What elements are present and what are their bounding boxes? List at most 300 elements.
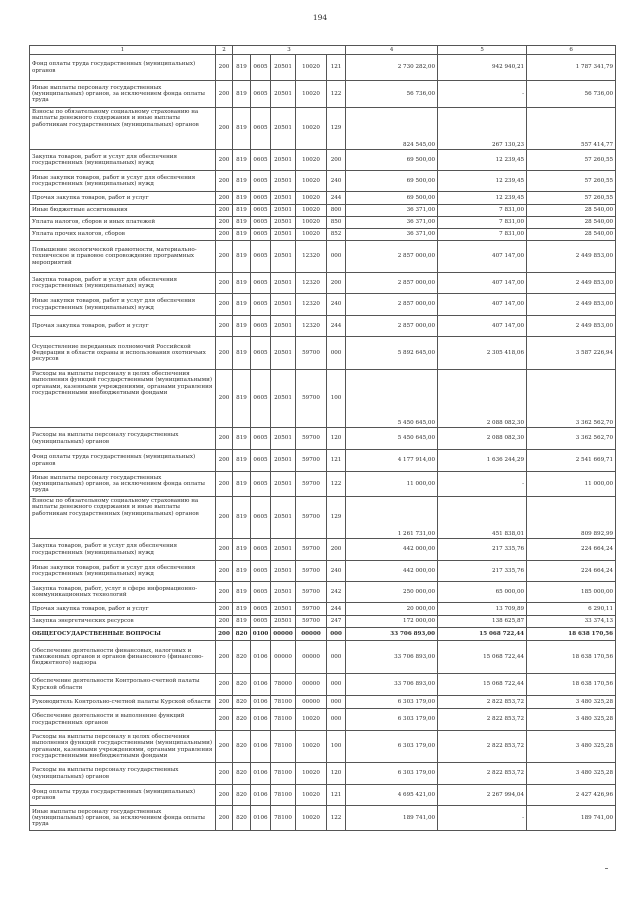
code-statia-2: 10020 <box>296 171 327 192</box>
amount-planned: 2 730 282,00 <box>346 55 438 81</box>
amount-remaining: 18 638 170,56 <box>527 641 616 674</box>
amount-remaining: 809 892,99 <box>527 497 616 539</box>
table-row <box>30 81 616 108</box>
code-statia-2: 10020 <box>296 229 327 241</box>
header-cell-4: 4 <box>346 46 438 55</box>
amount-planned: 2 857 000,00 <box>346 316 438 337</box>
row-name: Фонд оплаты труда государственных (муниципальных) органов <box>30 55 216 81</box>
code-statia-1: 20501 <box>271 192 296 205</box>
code-statia-1: 20501 <box>271 241 296 273</box>
code-vid-rashodov: 121 <box>327 785 346 806</box>
amount-remaining: 224 664,24 <box>527 561 616 582</box>
code-statia-1: 78000 <box>271 674 296 696</box>
code-ved: 819 <box>233 205 251 217</box>
code-statia-2: 59700 <box>296 497 327 539</box>
code-gr: 200 <box>216 472 233 497</box>
code-ved: 819 <box>233 603 251 616</box>
amount-executed: 7 831,00 <box>438 217 527 229</box>
code-gr: 200 <box>216 806 233 831</box>
code-statia-2: 10020 <box>296 709 327 731</box>
code-ved: 820 <box>233 785 251 806</box>
page-number: 194 <box>312 13 328 22</box>
amount-planned: 6 303 179,00 <box>346 763 438 785</box>
code-razdel: 0106 <box>251 785 271 806</box>
row-name: Фонд оплаты труда государственных (муниципальных) органов <box>30 785 216 806</box>
amount-remaining: 1 787 341,79 <box>527 55 616 81</box>
table-row <box>30 428 616 450</box>
code-vid-rashodov: 100 <box>327 370 346 428</box>
code-vid-rashodov: 800 <box>327 205 346 217</box>
row-name: Расходы на выплаты персоналу в целях обеспечения выполнения функций государственными (муниципальными) органами, казенными учреждениями, органами управления государственными внебюджетными фондами <box>30 370 216 428</box>
amount-planned: 5 450 645,00 <box>346 428 438 450</box>
code-razdel: 0106 <box>251 641 271 674</box>
code-ved: 819 <box>233 229 251 241</box>
code-statia-2: 59700 <box>296 472 327 497</box>
code-gr: 200 <box>216 294 233 316</box>
code-vid-rashodov: 244 <box>327 316 346 337</box>
code-gr: 200 <box>216 628 233 641</box>
code-gr: 200 <box>216 785 233 806</box>
code-ved: 819 <box>233 241 251 273</box>
amount-planned: 36 371,00 <box>346 217 438 229</box>
code-statia-2: 10020 <box>296 731 327 763</box>
amount-executed: 2 088 082,30 <box>438 370 527 428</box>
code-statia-1: 20501 <box>271 316 296 337</box>
amount-executed: 451 838,01 <box>438 497 527 539</box>
code-vid-rashodov: 244 <box>327 192 346 205</box>
code-statia-2: 10020 <box>296 763 327 785</box>
code-razdel: 0605 <box>251 150 271 171</box>
table-row <box>30 616 616 628</box>
row-name: Закупка товаров, работ и услуг для обеспечения государственных (муниципальных) нужд <box>30 539 216 561</box>
code-ved: 819 <box>233 81 251 108</box>
code-razdel: 0605 <box>251 497 271 539</box>
amount-planned: 36 371,00 <box>346 229 438 241</box>
scan-mark <box>605 868 608 869</box>
amount-planned: 33 706 893,00 <box>346 628 438 641</box>
amount-remaining: 3 480 325,28 <box>527 763 616 785</box>
amount-remaining: 3 480 325,28 <box>527 709 616 731</box>
table-row <box>30 582 616 603</box>
amount-remaining: 6 290,11 <box>527 603 616 616</box>
amount-executed: - <box>438 806 527 831</box>
amount-executed: 15 068 722,44 <box>438 628 527 641</box>
table-row <box>30 150 616 171</box>
table-row <box>30 806 616 831</box>
code-gr: 200 <box>216 582 233 603</box>
code-statia-2: 59700 <box>296 616 327 628</box>
amount-executed: 2 305 418,06 <box>438 337 527 370</box>
code-gr: 200 <box>216 316 233 337</box>
code-ved: 819 <box>233 472 251 497</box>
amount-executed: 138 625,87 <box>438 616 527 628</box>
row-name: Взносы по обязательному социальному страхованию на выплаты денежного содержания и иные выплаты работникам государственных (муниципальных) органов <box>30 497 216 539</box>
code-statia-2: 59700 <box>296 428 327 450</box>
amount-executed: 407 147,00 <box>438 273 527 294</box>
amount-remaining: 18 638 170,56 <box>527 674 616 696</box>
code-gr: 200 <box>216 108 233 150</box>
code-vid-rashodov: 000 <box>327 674 346 696</box>
amount-remaining: 3 362 562,70 <box>527 428 616 450</box>
code-statia-1: 20501 <box>271 472 296 497</box>
table-row <box>30 192 616 205</box>
code-statia-2: 10020 <box>296 205 327 217</box>
row-name: Уплата налогов, сборов и иных платежей <box>30 217 216 229</box>
header-cell-5: 5 <box>438 46 527 55</box>
code-ved: 820 <box>233 641 251 674</box>
code-vid-rashodov: 122 <box>327 472 346 497</box>
code-ved: 819 <box>233 273 251 294</box>
row-name: Уплата прочих налогов, сборов <box>30 229 216 241</box>
row-name: Руководитель Контрольно-счетной палаты Курской области <box>30 696 216 709</box>
code-statia-1: 78100 <box>271 731 296 763</box>
code-razdel: 0605 <box>251 108 271 150</box>
amount-executed: 15 068 722,44 <box>438 641 527 674</box>
code-ved: 819 <box>233 582 251 603</box>
row-name: Расходы на выплаты персоналу государственных (муниципальных) органов <box>30 428 216 450</box>
amount-planned: 442 000,00 <box>346 539 438 561</box>
table-row <box>30 603 616 616</box>
code-vid-rashodov: 000 <box>327 696 346 709</box>
code-statia-1: 20501 <box>271 561 296 582</box>
code-gr: 200 <box>216 192 233 205</box>
amount-executed: 2 088 082,30 <box>438 428 527 450</box>
code-vid-rashodov: 240 <box>327 294 346 316</box>
code-statia-2: 10020 <box>296 150 327 171</box>
code-razdel: 0605 <box>251 55 271 81</box>
amount-executed: 65 000,00 <box>438 582 527 603</box>
code-statia-2: 00000 <box>296 674 327 696</box>
code-razdel: 0605 <box>251 171 271 192</box>
code-vid-rashodov: 000 <box>327 241 346 273</box>
amount-remaining: 2 449 853,00 <box>527 241 616 273</box>
amount-remaining: 33 374,13 <box>527 616 616 628</box>
amount-remaining: 2 427 426,96 <box>527 785 616 806</box>
row-name: Взносы по обязательному социальному страхованию на выплаты денежного содержания и иные выплаты работникам государственных (муниципальных) органов <box>30 108 216 150</box>
amount-planned: 4 695 421,00 <box>346 785 438 806</box>
code-vid-rashodov: 200 <box>327 273 346 294</box>
code-razdel: 0106 <box>251 674 271 696</box>
code-ved: 819 <box>233 316 251 337</box>
code-vid-rashodov: 240 <box>327 561 346 582</box>
code-vid-rashodov: 200 <box>327 150 346 171</box>
header-cell-1: 1 <box>30 46 216 55</box>
amount-planned: 189 741,00 <box>346 806 438 831</box>
amount-planned: 36 371,00 <box>346 205 438 217</box>
code-ved: 819 <box>233 55 251 81</box>
amount-remaining: 56 736,00 <box>527 81 616 108</box>
code-statia-1: 78100 <box>271 806 296 831</box>
code-ved: 819 <box>233 539 251 561</box>
row-name: Иные бюджетные ассигнования <box>30 205 216 217</box>
code-gr: 200 <box>216 428 233 450</box>
table-row <box>30 241 616 273</box>
code-vid-rashodov: 121 <box>327 55 346 81</box>
code-vid-rashodov: 000 <box>327 628 346 641</box>
code-statia-1: 78100 <box>271 696 296 709</box>
table-row <box>30 497 616 539</box>
table-row <box>30 294 616 316</box>
code-razdel: 0605 <box>251 603 271 616</box>
amount-planned: 2 857 000,00 <box>346 294 438 316</box>
code-gr: 200 <box>216 641 233 674</box>
row-name: Обеспечение деятельности финансовых, налоговых и таможенных органов и органов финансового (финансово-бюджетного) надзора <box>30 641 216 674</box>
amount-executed: 2 822 853,72 <box>438 696 527 709</box>
amount-executed: 12 239,45 <box>438 150 527 171</box>
code-statia-1: 20501 <box>271 337 296 370</box>
amount-planned: 69 500,00 <box>346 171 438 192</box>
code-gr: 200 <box>216 150 233 171</box>
code-ved: 819 <box>233 616 251 628</box>
amount-executed: 12 239,45 <box>438 192 527 205</box>
table-row <box>30 273 616 294</box>
code-gr: 200 <box>216 370 233 428</box>
code-statia-2: 00000 <box>296 628 327 641</box>
code-razdel: 0605 <box>251 370 271 428</box>
amount-remaining: 3 362 562,70 <box>527 370 616 428</box>
code-statia-1: 20501 <box>271 217 296 229</box>
code-razdel: 0106 <box>251 763 271 785</box>
code-statia-1: 78100 <box>271 709 296 731</box>
table-row <box>30 561 616 582</box>
code-gr: 200 <box>216 55 233 81</box>
amount-planned: 69 500,00 <box>346 150 438 171</box>
code-razdel: 0106 <box>251 731 271 763</box>
code-gr: 200 <box>216 229 233 241</box>
row-name: ОБЩЕГОСУДАРСТВЕННЫЕ ВОПРОСЫ <box>30 628 216 641</box>
code-statia-2: 59700 <box>296 603 327 616</box>
code-ved: 819 <box>233 497 251 539</box>
code-statia-1: 20501 <box>271 81 296 108</box>
table-row <box>30 55 616 81</box>
code-statia-2: 00000 <box>296 641 327 674</box>
code-razdel: 0605 <box>251 192 271 205</box>
amount-executed: 12 239,45 <box>438 171 527 192</box>
amount-executed: 407 147,00 <box>438 294 527 316</box>
amount-executed: 217 335,76 <box>438 539 527 561</box>
code-statia-2: 59700 <box>296 539 327 561</box>
code-statia-2: 10020 <box>296 785 327 806</box>
row-name: Иные выплаты персоналу государственных (муниципальных) органов, за исключением фонда оплаты труда <box>30 806 216 831</box>
row-name: Иные закупки товаров, работ и услуг для обеспечения государственных (муниципальных) нужд <box>30 561 216 582</box>
code-razdel: 0605 <box>251 337 271 370</box>
code-ved: 819 <box>233 428 251 450</box>
table-row <box>30 641 616 674</box>
code-statia-1: 20501 <box>271 450 296 472</box>
code-vid-rashodov: 120 <box>327 428 346 450</box>
amount-executed: 7 831,00 <box>438 229 527 241</box>
row-name: Иные закупки товаров, работ и услуг для обеспечения государственных (муниципальных) нужд <box>30 294 216 316</box>
table-row <box>30 674 616 696</box>
code-statia-2: 59700 <box>296 370 327 428</box>
code-statia-1: 78100 <box>271 763 296 785</box>
amount-executed: 942 940,21 <box>438 55 527 81</box>
code-ved: 820 <box>233 806 251 831</box>
table-row <box>30 731 616 763</box>
amount-remaining: 2 449 853,00 <box>527 316 616 337</box>
code-vid-rashodov: 240 <box>327 171 346 192</box>
table-row <box>30 628 616 641</box>
code-statia-2: 59700 <box>296 561 327 582</box>
code-statia-2: 10020 <box>296 192 327 205</box>
row-name: Расходы на выплаты персоналу государственных (муниципальных) органов <box>30 763 216 785</box>
amount-planned: 11 000,00 <box>346 472 438 497</box>
code-razdel: 0605 <box>251 450 271 472</box>
code-statia-1: 20501 <box>271 582 296 603</box>
amount-remaining: 57 260,55 <box>527 150 616 171</box>
amount-executed: 1 636 244,29 <box>438 450 527 472</box>
amount-planned: 33 706 893,00 <box>346 674 438 696</box>
code-razdel: 0605 <box>251 294 271 316</box>
row-name: Иные закупки товаров, работ и услуг для обеспечения государственных (муниципальных) нужд <box>30 171 216 192</box>
code-statia-1: 20501 <box>271 205 296 217</box>
row-name: Закупка товаров, работ и услуг для обеспечения государственных (муниципальных) нужд <box>30 150 216 171</box>
amount-remaining: 2 449 853,00 <box>527 273 616 294</box>
amount-executed: 2 822 853,72 <box>438 763 527 785</box>
amount-planned: 56 736,00 <box>346 81 438 108</box>
code-gr: 200 <box>216 450 233 472</box>
amount-remaining: 18 638 170,56 <box>527 628 616 641</box>
table-row <box>30 370 616 428</box>
code-ved: 820 <box>233 696 251 709</box>
code-statia-1: 20501 <box>271 616 296 628</box>
row-name: Повышение экологической грамотности, материально-техническое и правовое сопровождение программных мероприятий <box>30 241 216 273</box>
amount-executed: - <box>438 472 527 497</box>
code-statia-1: 20501 <box>271 497 296 539</box>
table-row <box>30 217 616 229</box>
code-vid-rashodov: 852 <box>327 229 346 241</box>
amount-planned: 5 450 645,00 <box>346 370 438 428</box>
amount-executed: - <box>438 81 527 108</box>
code-ved: 820 <box>233 674 251 696</box>
code-statia-1: 20501 <box>271 171 296 192</box>
code-razdel: 0605 <box>251 229 271 241</box>
table-row <box>30 785 616 806</box>
code-razdel: 0106 <box>251 709 271 731</box>
code-vid-rashodov: 200 <box>327 539 346 561</box>
code-ved: 819 <box>233 108 251 150</box>
table-row <box>30 205 616 217</box>
code-vid-rashodov: 000 <box>327 709 346 731</box>
code-ved: 820 <box>233 709 251 731</box>
code-statia-1: 20501 <box>271 108 296 150</box>
code-gr: 200 <box>216 731 233 763</box>
code-razdel: 0605 <box>251 561 271 582</box>
row-name: Расходы на выплаты персоналу в целях обеспечения выполнения функций государственными (муниципальными) органами, казенными учреждениями, органами управления государственными внебюджетными фондами <box>30 731 216 763</box>
amount-executed: 13 709,89 <box>438 603 527 616</box>
amount-planned: 69 500,00 <box>346 192 438 205</box>
code-gr: 200 <box>216 337 233 370</box>
code-razdel: 0605 <box>251 217 271 229</box>
code-gr: 200 <box>216 217 233 229</box>
code-vid-rashodov: 242 <box>327 582 346 603</box>
row-name: Осуществление переданных полномочий Российской Федерации в области охраны и использования охотничьих ресурсов <box>30 337 216 370</box>
code-gr: 200 <box>216 561 233 582</box>
amount-remaining: 224 664,24 <box>527 539 616 561</box>
amount-remaining: 28 540,00 <box>527 229 616 241</box>
code-gr: 200 <box>216 763 233 785</box>
code-razdel: 0605 <box>251 273 271 294</box>
code-gr: 200 <box>216 497 233 539</box>
code-razdel: 0100 <box>251 628 271 641</box>
row-name: Иные выплаты персоналу государственных (муниципальных) органов, за исключением фонда оплаты труда <box>30 81 216 108</box>
row-name: Иные выплаты персоналу государственных (муниципальных) органов, за исключением фонда оплаты труда <box>30 472 216 497</box>
code-gr: 200 <box>216 205 233 217</box>
code-razdel: 0605 <box>251 616 271 628</box>
code-vid-rashodov: 244 <box>327 603 346 616</box>
amount-planned: 2 857 000,00 <box>346 241 438 273</box>
code-statia-2: 59700 <box>296 450 327 472</box>
code-statia-2: 10020 <box>296 55 327 81</box>
row-name: Фонд оплаты труда государственных (муниципальных) органов <box>30 450 216 472</box>
code-statia-1: 20501 <box>271 603 296 616</box>
code-gr: 200 <box>216 81 233 108</box>
code-gr: 200 <box>216 171 233 192</box>
code-razdel: 0605 <box>251 205 271 217</box>
code-razdel: 0605 <box>251 316 271 337</box>
table-row <box>30 108 616 150</box>
code-razdel: 0106 <box>251 806 271 831</box>
code-ved: 819 <box>233 561 251 582</box>
code-statia-1: 20501 <box>271 370 296 428</box>
code-statia-1: 20501 <box>271 229 296 241</box>
code-gr: 200 <box>216 674 233 696</box>
code-statia-1: 78100 <box>271 785 296 806</box>
amount-remaining: 557 414,77 <box>527 108 616 150</box>
amount-planned: 4 177 914,00 <box>346 450 438 472</box>
code-razdel: 0605 <box>251 241 271 273</box>
row-name: Прочая закупка товаров, работ и услуг <box>30 316 216 337</box>
code-statia-2: 59700 <box>296 337 327 370</box>
code-vid-rashodov: 000 <box>327 641 346 674</box>
amount-remaining: 28 540,00 <box>527 217 616 229</box>
amount-planned: 442 000,00 <box>346 561 438 582</box>
amount-executed: 267 130,23 <box>438 108 527 150</box>
code-vid-rashodov: 129 <box>327 108 346 150</box>
amount-planned: 2 857 000,00 <box>346 273 438 294</box>
code-razdel: 0605 <box>251 428 271 450</box>
amount-remaining: 189 741,00 <box>527 806 616 831</box>
code-vid-rashodov: 247 <box>327 616 346 628</box>
amount-executed: 407 147,00 <box>438 241 527 273</box>
table-row <box>30 450 616 472</box>
table-row <box>30 472 616 497</box>
amount-remaining: 28 540,00 <box>527 205 616 217</box>
amount-executed: 407 147,00 <box>438 316 527 337</box>
code-ved: 819 <box>233 294 251 316</box>
code-gr: 200 <box>216 273 233 294</box>
row-name: Прочая закупка товаров, работ и услуг <box>30 192 216 205</box>
code-gr: 200 <box>216 539 233 561</box>
amount-executed: 7 831,00 <box>438 205 527 217</box>
code-statia-2: 10020 <box>296 108 327 150</box>
code-gr: 200 <box>216 616 233 628</box>
code-razdel: 0605 <box>251 582 271 603</box>
code-vid-rashodov: 120 <box>327 763 346 785</box>
code-statia-2: 10020 <box>296 217 327 229</box>
amount-remaining: 2 449 853,00 <box>527 294 616 316</box>
code-statia-2: 12320 <box>296 294 327 316</box>
row-name: Закупка товаров, работ, услуг в сфере информационно-коммуникационных технологий <box>30 582 216 603</box>
amount-remaining: 3 587 226,94 <box>527 337 616 370</box>
amount-remaining: 57 260,55 <box>527 192 616 205</box>
amount-remaining: 2 541 669,71 <box>527 450 616 472</box>
header-cell-6: 6 <box>527 46 616 55</box>
table-row <box>30 539 616 561</box>
amount-planned: 6 303 179,00 <box>346 696 438 709</box>
code-ved: 820 <box>233 763 251 785</box>
row-name: Обеспечение деятельности и выполнение функций государственных органов <box>30 709 216 731</box>
